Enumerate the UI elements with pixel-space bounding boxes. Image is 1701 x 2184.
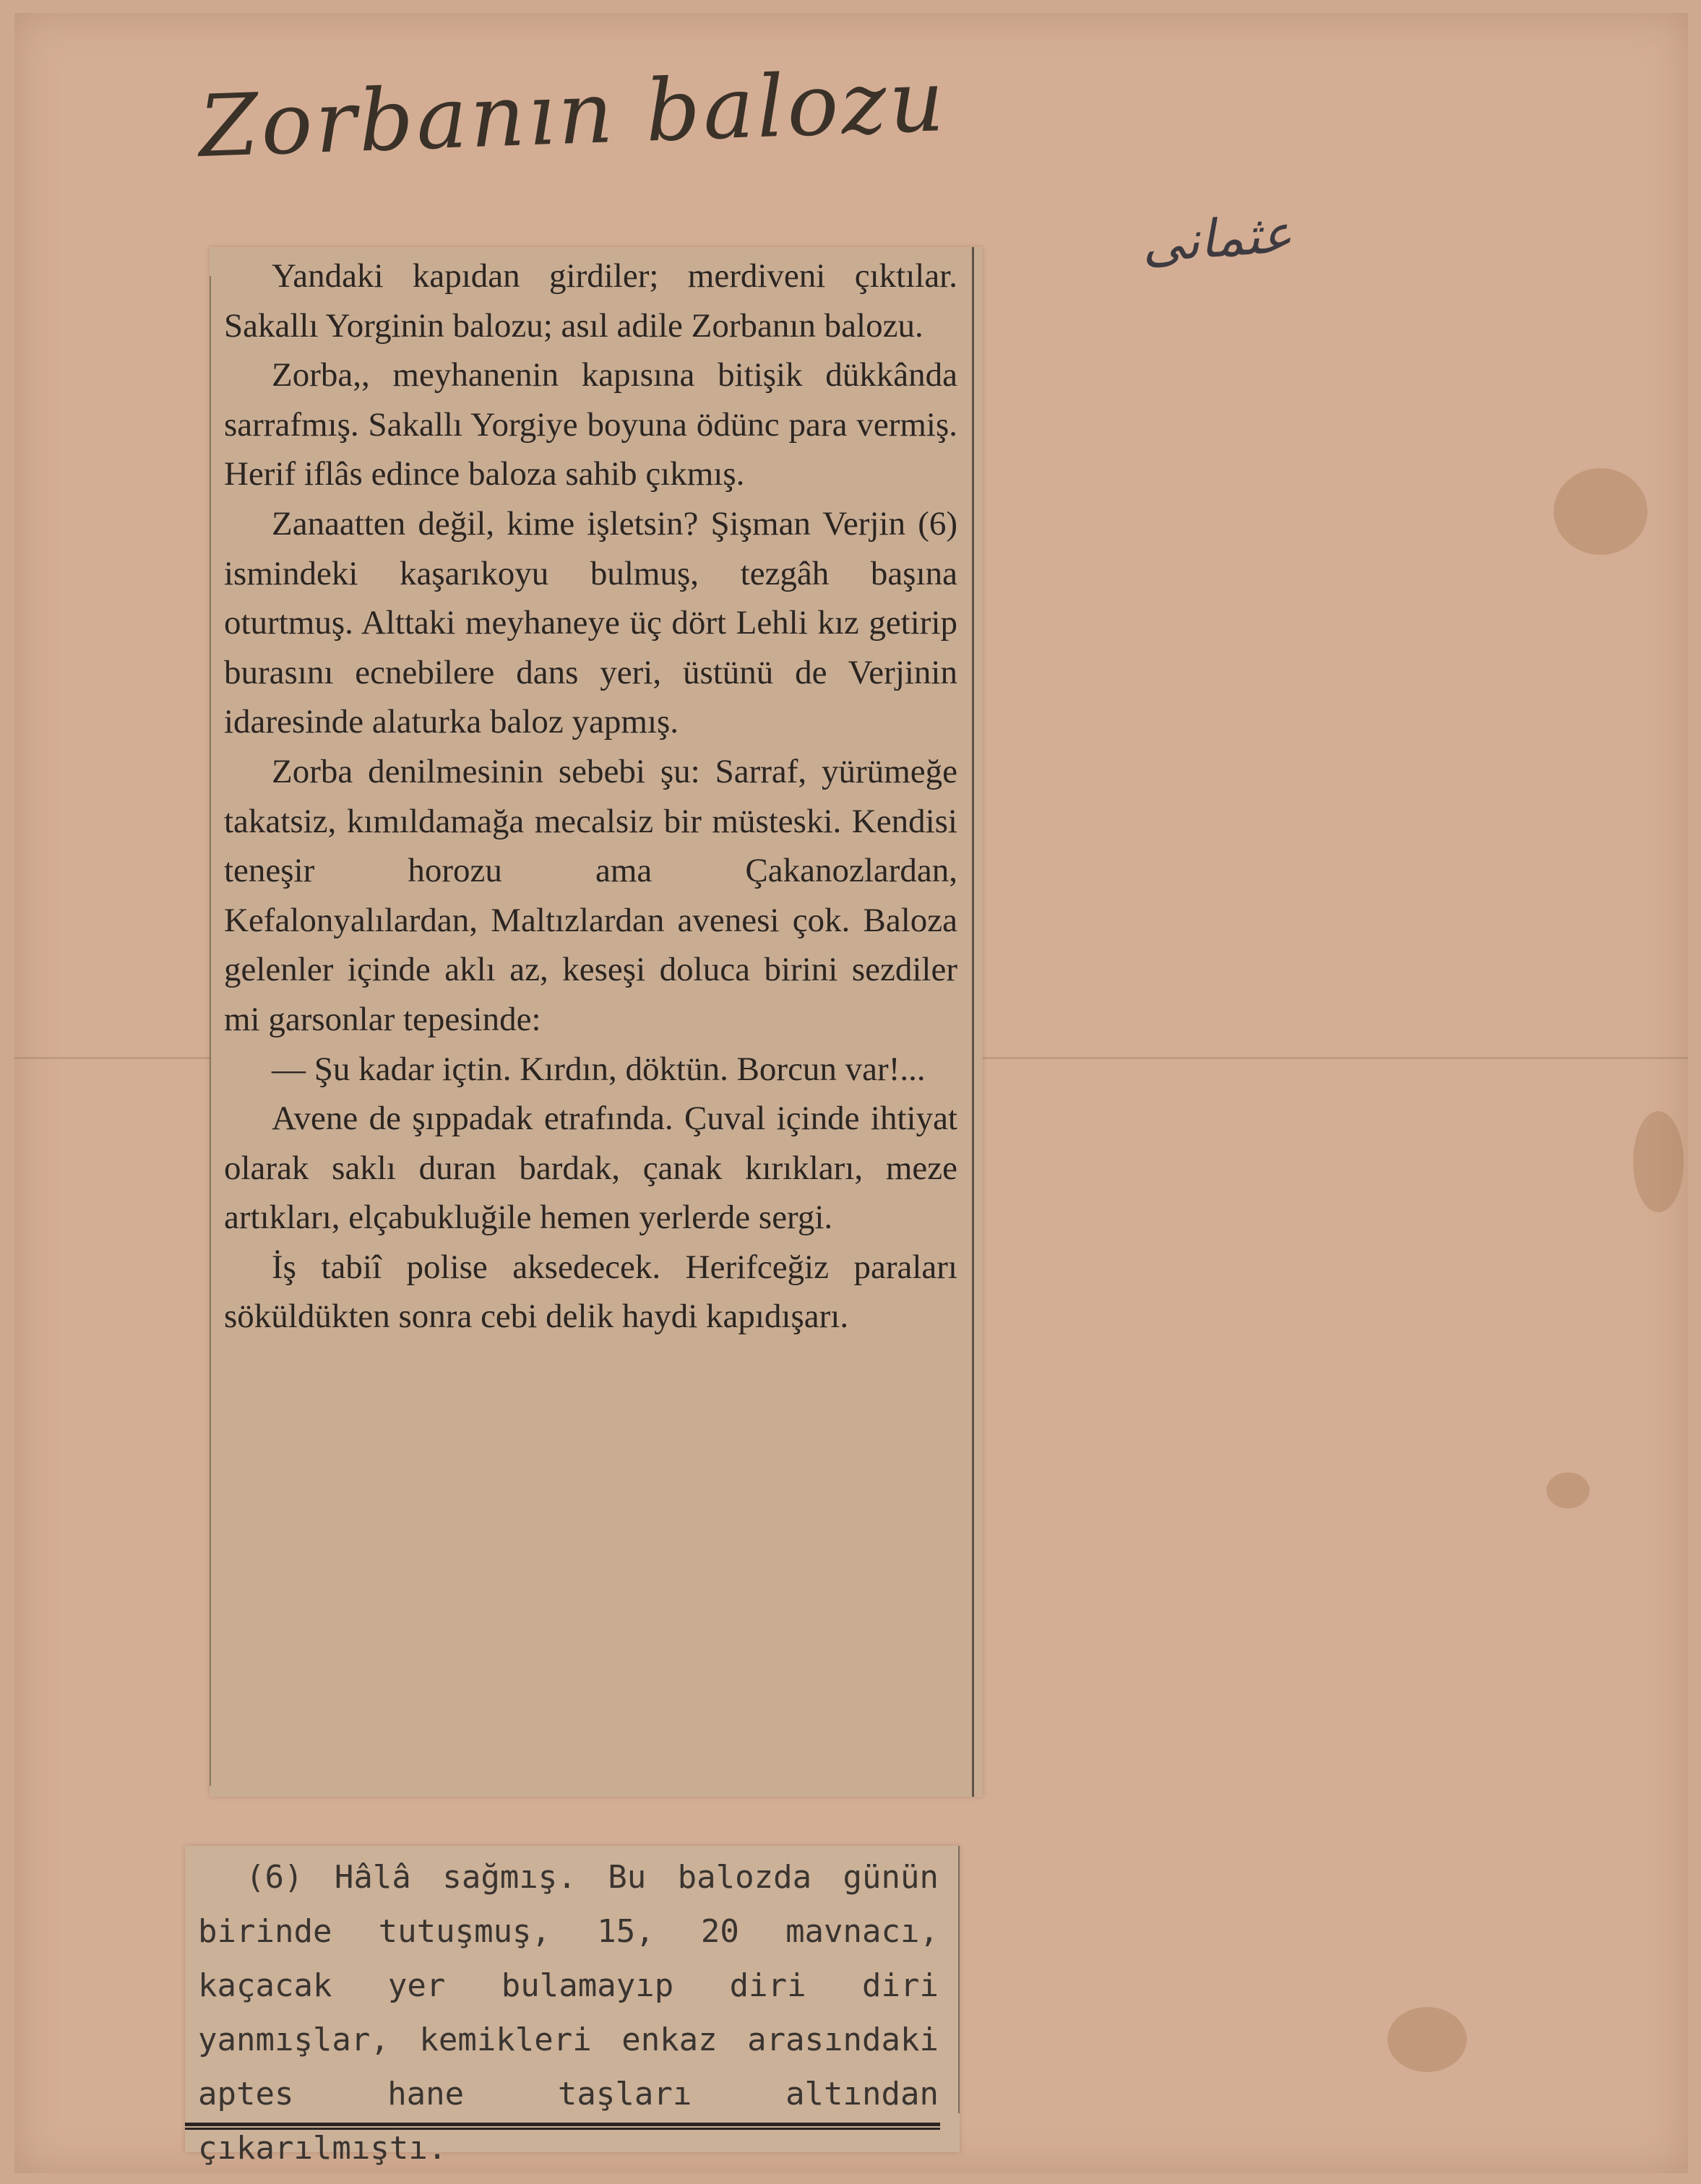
handwritten-margin-note: عثمانی xyxy=(1140,202,1294,275)
article-paragraph: Zorba denilmesinin sebebi şu: Sarraf, yürümeğe takatsiz, kımıldamağa mecalsiz bir müsteski. Kendisi teneşir horozu ama Çakanozlardan, Kefalonyalılardan, Maltızlardan avenesi çok. Baloza gelenler içinde aklı az, keseşi doluca birini sezdiler mi garsonlar tepesinde: xyxy=(224,752,957,1038)
article-quote: — Şu kadar içtin. Kırdın, döktün. Borcun var!... xyxy=(272,1050,926,1088)
stain-mark xyxy=(1387,2007,1467,2072)
column-rule-right xyxy=(972,247,974,1797)
handwritten-title: Zorbanın balozu xyxy=(197,50,949,177)
article-clipping xyxy=(210,247,983,1797)
article-body xyxy=(224,251,957,1342)
footnote-clipping xyxy=(185,1846,960,2167)
article-paragraph: Yandaki kapıdan girdiler; merdiveni çıktılar. Sakallı Yorginin balozu; asıl adile Zorbanın balozu. xyxy=(224,257,957,345)
article-paragraph: İş tabiî polise aksedecek. Herifceğiz paraları söküldükten sonra cebi delik haydi kapıdışarı. xyxy=(224,1248,957,1336)
bottom-double-rule xyxy=(185,2123,940,2130)
stain-mark xyxy=(1554,468,1648,555)
stain-mark xyxy=(1546,1472,1590,1508)
footnote-rule-right xyxy=(958,1846,960,2113)
footnote-text: (6) Hâlâ sağmış. Bu balozda günün birinde tutuşmuş, 15, 20 mavnacı, kaçacak yer bulamayıp diri diri yanmışlar, kemikleri enkaz arasındaki aptes hane taşları altından çıkarılmıştı. xyxy=(198,1859,939,2167)
article-paragraph: Avene de şıppadak etrafında. Çuval içinde ihtiyat olarak saklı duran bardak, çanak kırıkları, meze artıkları, elçabukluğile hemen yerlerde sergi. xyxy=(224,1100,957,1237)
article-paragraph: Zanaatten değil, kime işletsin? Şişman Verjin (6) ismindeki kaşarıkoyu bulmuş, tezgâh başına oturtmuş. Alttaki meyhaneye üç dört Lehli kız getirip burasını ecnebilere dans yeri, üstünü de Verjinin idaresinde alaturka baloz yapmış. xyxy=(224,504,957,741)
article-paragraph: Zorba,, meyhanenin kapısına bitişik dükkânda sarrafmış. Sakallı Yorgiye boyuna ödünc para vermiş. Herif iflâs edince baloza sahib çıkmış. xyxy=(224,356,957,493)
stain-mark xyxy=(1633,1111,1684,1212)
column-rule-left xyxy=(210,276,211,1786)
